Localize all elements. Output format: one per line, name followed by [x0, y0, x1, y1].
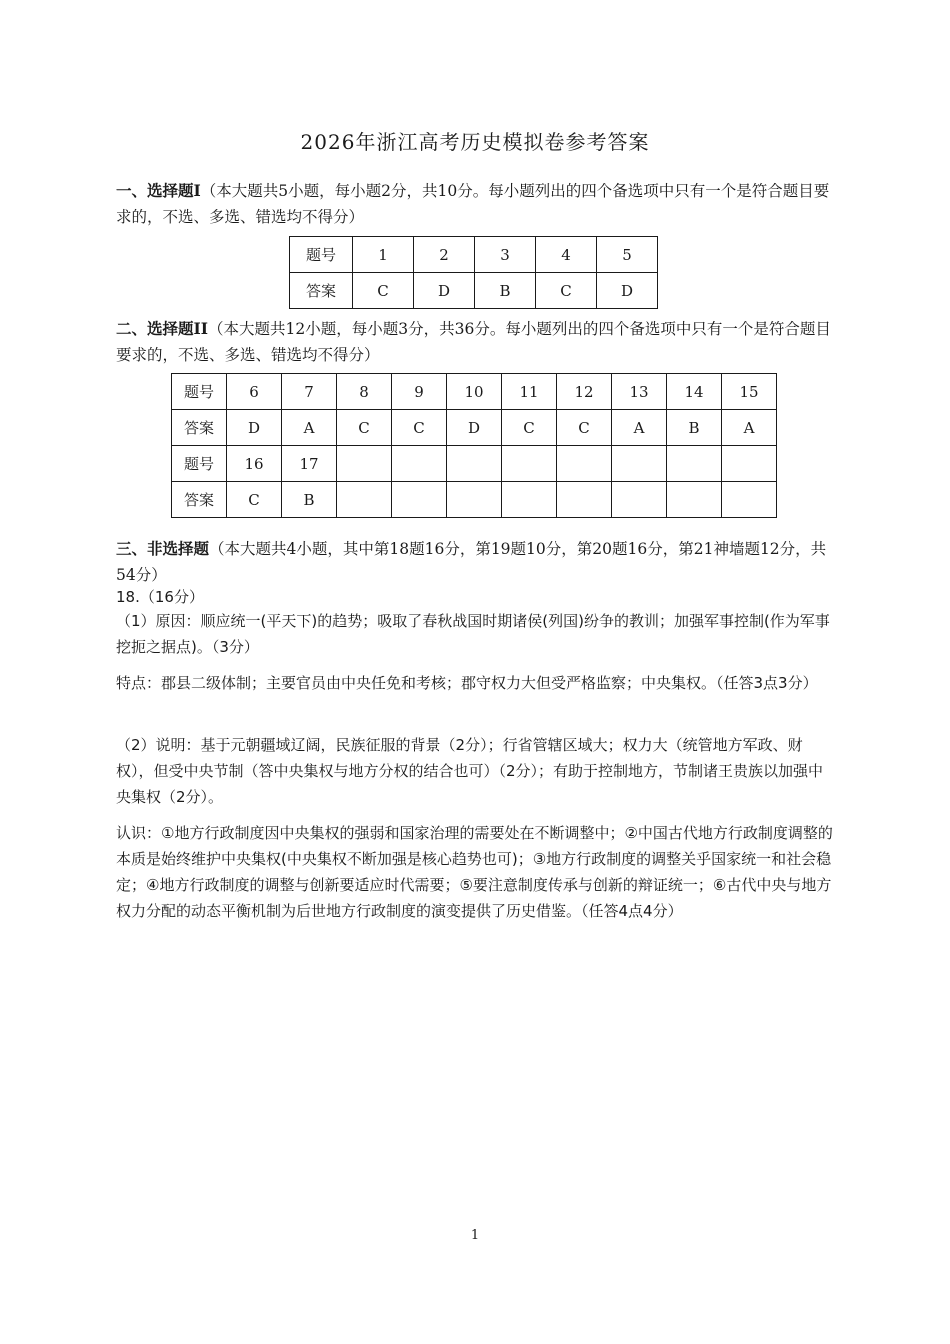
- section1-desc: （本大题共5小题，每小题2分，共10分。每小题列出的四个备选项中只有一个是符合题目要求的，不选、多选、错选均不得分）: [116, 182, 830, 226]
- empty-cell: [722, 446, 777, 482]
- empty-cell: [722, 482, 777, 518]
- question-number: 3: [475, 237, 536, 273]
- row-label: 题号: [290, 237, 353, 273]
- section3-heading: 三、非选择题: [116, 539, 210, 558]
- section1-header: [116, 178, 840, 230]
- answer-cell: C: [557, 410, 612, 446]
- answer-cell: D: [597, 273, 658, 309]
- row-label: 题号: [172, 446, 227, 482]
- empty-cell: [612, 446, 667, 482]
- answer-cell: D: [447, 410, 502, 446]
- answer-paragraph-understanding: 认识：①地方行政制度因中央集权的强弱和国家治理的需要处在不断调整中；②中国古代地方行政制度调整的本质是始终维护中央集权(中央集权不断加强是核心趋势也可)；③地方行政制度的调整关乎国家统一和社会稳定；④地方行政制度的调整与创新要适应时代需要；⑤要注意制度传承与创新的辩证统一；⑥古代中央与地方权力分配的动态平衡机制为后世地方行政制度的演变提供了历史借鉴。（任答4点4分）: [116, 824, 833, 920]
- empty-cell: [667, 446, 722, 482]
- question-number: 12: [557, 374, 612, 410]
- section2-desc: （本大题共12小题，每小题3分，共36分。每小题列出的四个备选项中只有一个是符合题目要求的，不选、多选、错选均不得分）: [116, 320, 831, 364]
- question-number: 4: [536, 237, 597, 273]
- question-number: 1: [353, 237, 414, 273]
- table-row: [172, 482, 777, 518]
- answer-paragraph-reason: （1）原因：顺应统一(平天下)的趋势；吸取了春秋战国时期诸侯(列国)纷争的教训；加强军事控制(作为军事挖扼之据点)。（3分）: [116, 612, 830, 656]
- answer-table-2: [171, 373, 777, 518]
- answer-cell: B: [667, 410, 722, 446]
- empty-cell: [612, 482, 667, 518]
- answer-cell: C: [392, 410, 447, 446]
- table-row: [172, 410, 777, 446]
- empty-cell: [667, 482, 722, 518]
- row-label: 答案: [172, 482, 227, 518]
- question-number: 13: [612, 374, 667, 410]
- row-label: 题号: [172, 374, 227, 410]
- page-number: 1: [470, 1228, 480, 1243]
- answer-cell: C: [502, 410, 557, 446]
- empty-cell: [502, 482, 557, 518]
- section1-heading: 一、选择题I: [116, 181, 201, 200]
- answer-cell: C: [353, 273, 414, 309]
- question-number: 14: [667, 374, 722, 410]
- question-number: 2: [414, 237, 475, 273]
- question-number: 8: [337, 374, 392, 410]
- answer-cell: A: [282, 410, 337, 446]
- empty-cell: [447, 482, 502, 518]
- answer-cell: A: [612, 410, 667, 446]
- answer-cell: C: [536, 273, 597, 309]
- answer-cell: C: [337, 410, 392, 446]
- question-18-title: 18.（16分）: [116, 588, 204, 606]
- section3-header: [116, 536, 840, 588]
- answer-cell: D: [227, 410, 282, 446]
- question-number: 5: [597, 237, 658, 273]
- answer-paragraph-features: 特点：郡县二级体制；主要官员由中央任免和考核；郡守权力大但受严格监察；中央集权。（任答3点3分）: [116, 674, 818, 692]
- table-row: [172, 446, 777, 482]
- question-number: 15: [722, 374, 777, 410]
- table-row: [172, 374, 777, 410]
- answer-cell: C: [227, 482, 282, 518]
- empty-cell: [502, 446, 557, 482]
- answer-paragraph-explanation: （2）说明：基于元朝疆域辽阔，民族征服的背景（2分）；行省管辖区域大；权力大（统管地方军政、财权），但受中央节制（答中央集权与地方分权的结合也可）（2分）；有助于控制地方，节制诸王贵族以加强中央集权（2分）。: [116, 736, 824, 806]
- table-row: [290, 273, 658, 309]
- section2-header: [116, 316, 840, 368]
- empty-cell: [392, 482, 447, 518]
- answer-cell: A: [722, 410, 777, 446]
- page-title: 2026年浙江高考历史模拟卷参考答案: [300, 130, 650, 154]
- answer-cell: B: [282, 482, 337, 518]
- question-number: 11: [502, 374, 557, 410]
- section3-desc: （本大题共4小题，其中第18题16分，第19题10分，第20题16分，第21神墙题12分，共54分）: [116, 540, 827, 584]
- answer-cell: D: [414, 273, 475, 309]
- question-number: 6: [227, 374, 282, 410]
- question-number: 7: [282, 374, 337, 410]
- empty-cell: [337, 446, 392, 482]
- empty-cell: [557, 446, 612, 482]
- empty-cell: [557, 482, 612, 518]
- question-number: 10: [447, 374, 502, 410]
- section2-heading: 二、选择题II: [116, 319, 209, 338]
- row-label: 答案: [290, 273, 353, 309]
- empty-cell: [337, 482, 392, 518]
- answer-table-1: [289, 236, 658, 309]
- table-row: [290, 237, 658, 273]
- question-number: 17: [282, 446, 337, 482]
- empty-cell: [392, 446, 447, 482]
- question-number: 16: [227, 446, 282, 482]
- empty-cell: [447, 446, 502, 482]
- question-number: 9: [392, 374, 447, 410]
- row-label: 答案: [172, 410, 227, 446]
- answer-cell: B: [475, 273, 536, 309]
